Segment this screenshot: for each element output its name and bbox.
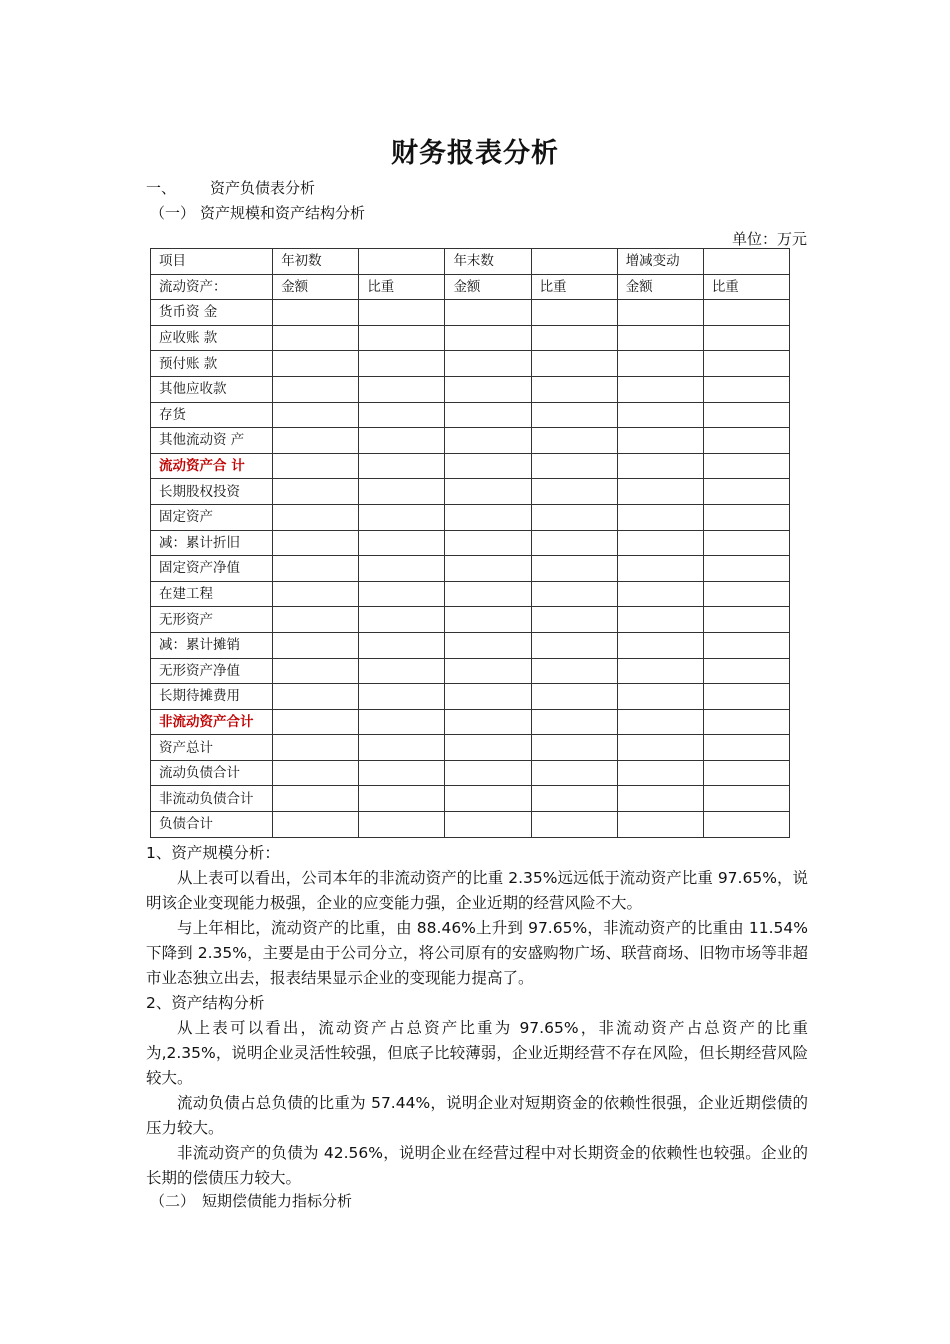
value-cell — [531, 325, 617, 351]
table-row — [151, 453, 790, 479]
row-label: 非流动资产合计 — [151, 709, 273, 735]
value-cell — [445, 300, 531, 326]
value-cell — [703, 530, 789, 556]
value-cell — [703, 351, 789, 377]
value-cell — [617, 376, 703, 402]
value-cell — [531, 453, 617, 479]
value-cell — [359, 786, 445, 812]
value-cell — [273, 504, 359, 530]
value-cell — [531, 581, 617, 607]
value-cell — [617, 556, 703, 582]
row-label: 存货 — [151, 402, 273, 428]
value-cell — [445, 351, 531, 377]
table-row — [151, 607, 790, 633]
subsection-title: 短期偿债能力指标分析 — [202, 1192, 353, 1210]
table-row — [151, 504, 790, 530]
value-cell — [445, 786, 531, 812]
subheader-cell: 比重 — [359, 274, 445, 300]
table-row — [151, 709, 790, 735]
value-cell — [359, 428, 445, 454]
table-row — [151, 684, 790, 710]
value-cell — [703, 607, 789, 633]
value-cell — [703, 632, 789, 658]
value-cell — [359, 684, 445, 710]
row-label: 固定资产 — [151, 504, 273, 530]
value-cell — [445, 607, 531, 633]
value-cell — [359, 632, 445, 658]
value-cell — [617, 453, 703, 479]
structure-paragraph-2: 流动负债占总负债的比重为 57.44%，说明企业对短期资金的依赖性很强，企业近期偿债的压力较大。 — [146, 1094, 808, 1137]
value-cell — [703, 760, 789, 786]
value-cell — [445, 709, 531, 735]
table-row — [151, 632, 790, 658]
value-cell — [531, 556, 617, 582]
value-cell — [703, 735, 789, 761]
row-label: 流动负债合计 — [151, 760, 273, 786]
value-cell — [617, 530, 703, 556]
row-label: 无形资产 — [151, 607, 273, 633]
value-cell — [617, 684, 703, 710]
value-cell — [703, 300, 789, 326]
value-cell — [445, 812, 531, 838]
value-cell — [445, 735, 531, 761]
unit-label: 单位：万元 — [731, 230, 807, 248]
value-cell — [531, 632, 617, 658]
table-row — [151, 376, 790, 402]
row-label: 流动资产合 计 — [151, 453, 273, 479]
value-cell — [703, 684, 789, 710]
value-cell — [359, 812, 445, 838]
subheader-cell: 金额 — [445, 274, 531, 300]
subsection-heading-2 — [150, 1190, 352, 1211]
row-label: 长期待摊费用 — [151, 684, 273, 710]
value-cell — [445, 581, 531, 607]
section-title: 资产负债表分析 — [210, 179, 316, 197]
value-cell — [445, 402, 531, 428]
value-cell — [531, 607, 617, 633]
value-cell — [445, 530, 531, 556]
value-cell — [359, 402, 445, 428]
value-cell — [273, 402, 359, 428]
table-row — [151, 479, 790, 505]
row-label: 其他流动资 产 — [151, 428, 273, 454]
value-cell — [273, 325, 359, 351]
structure-paragraph-3: 非流动资产的负债为 42.56%，说明企业在经营过程中对长期资金的依赖性也较强。企业的长期的偿债压力较大。 — [146, 1144, 808, 1187]
value-cell — [445, 453, 531, 479]
value-cell — [531, 684, 617, 710]
header-cell: 年末数 — [445, 249, 531, 275]
header-cell — [703, 249, 789, 275]
scale-paragraph-2: 与上年相比，流动资产的比重，由 88.46%上升到 97.65%，非流动资产的比重由 11.54%下降到 2.35%，主要是由于公司分立，将公司原有的安盛购物广场、联营商场、旧物市场等非超市业态独立出去，报表结果显示企业的变现能力提高了。 — [146, 919, 808, 987]
subsection-number: （一） — [150, 204, 196, 222]
value-cell — [359, 351, 445, 377]
header-cell — [531, 249, 617, 275]
row-label: 资产总计 — [151, 735, 273, 761]
value-cell — [273, 530, 359, 556]
value-cell — [273, 760, 359, 786]
value-cell — [273, 607, 359, 633]
subheader-cell: 比重 — [703, 274, 789, 300]
structure-paragraph-1: 从上表可以看出，流动资产占总资产比重为 97.65%，非流动资产占总资产的比重为,2.35%，说明企业灵活性较强，但底子比较薄弱，企业近期经营不存在风险，但长期经营风险较大。 — [146, 1019, 808, 1087]
value-cell — [359, 453, 445, 479]
value-cell — [531, 300, 617, 326]
value-cell — [617, 709, 703, 735]
value-cell — [273, 735, 359, 761]
value-cell — [531, 709, 617, 735]
value-cell — [617, 479, 703, 505]
value-cell — [273, 709, 359, 735]
value-cell — [273, 684, 359, 710]
header-cell: 项目 — [151, 249, 273, 275]
value-cell — [617, 300, 703, 326]
value-cell — [445, 376, 531, 402]
value-cell — [359, 735, 445, 761]
table-row — [151, 402, 790, 428]
header-cell: 年初数 — [273, 249, 359, 275]
value-cell — [445, 428, 531, 454]
value-cell — [617, 351, 703, 377]
value-cell — [445, 325, 531, 351]
value-cell — [703, 453, 789, 479]
table-row — [151, 658, 790, 684]
value-cell — [273, 556, 359, 582]
value-cell — [703, 556, 789, 582]
value-cell — [445, 632, 531, 658]
value-cell — [617, 428, 703, 454]
balance-sheet-table — [150, 248, 790, 838]
table-subheader-row — [151, 274, 790, 300]
value-cell — [359, 760, 445, 786]
value-cell — [531, 658, 617, 684]
value-cell — [273, 479, 359, 505]
value-cell — [359, 376, 445, 402]
row-label: 预付账 款 — [151, 351, 273, 377]
value-cell — [617, 607, 703, 633]
row-label: 无形资产净值 — [151, 658, 273, 684]
value-cell — [445, 479, 531, 505]
value-cell — [359, 581, 445, 607]
value-cell — [359, 530, 445, 556]
header-cell — [359, 249, 445, 275]
row-label: 在建工程 — [151, 581, 273, 607]
table-row — [151, 428, 790, 454]
value-cell — [531, 504, 617, 530]
row-label: 减：累计折旧 — [151, 530, 273, 556]
value-cell — [273, 581, 359, 607]
value-cell — [531, 351, 617, 377]
value-cell — [703, 402, 789, 428]
value-cell — [445, 556, 531, 582]
value-cell — [617, 402, 703, 428]
scale-analysis-heading: 1、资产规模分析： — [146, 844, 280, 862]
value-cell — [531, 530, 617, 556]
value-cell — [531, 735, 617, 761]
value-cell — [617, 786, 703, 812]
value-cell — [273, 632, 359, 658]
value-cell — [359, 709, 445, 735]
table-row — [151, 530, 790, 556]
row-label: 货币资 金 — [151, 300, 273, 326]
value-cell — [617, 658, 703, 684]
value-cell — [703, 504, 789, 530]
subsection-number: （二） — [150, 1192, 196, 1210]
value-cell — [617, 632, 703, 658]
value-cell — [703, 786, 789, 812]
value-cell — [531, 376, 617, 402]
table-row — [151, 760, 790, 786]
value-cell — [273, 812, 359, 838]
value-cell — [445, 658, 531, 684]
value-cell — [531, 402, 617, 428]
value-cell — [273, 453, 359, 479]
row-label: 负债合计 — [151, 812, 273, 838]
subheader-cell: 金额 — [617, 274, 703, 300]
value-cell — [273, 786, 359, 812]
value-cell — [703, 376, 789, 402]
value-cell — [617, 325, 703, 351]
value-cell — [617, 735, 703, 761]
section-heading-1 — [146, 177, 315, 198]
structure-analysis-heading: 2、资产结构分析 — [146, 994, 265, 1012]
value-cell — [531, 760, 617, 786]
row-label: 固定资产净值 — [151, 556, 273, 582]
value-cell — [359, 607, 445, 633]
table-row — [151, 556, 790, 582]
table-row — [151, 812, 790, 838]
row-label: 其他应收款 — [151, 376, 273, 402]
value-cell — [531, 479, 617, 505]
analysis-section — [146, 841, 808, 1191]
subsection-heading-1 — [150, 202, 365, 223]
value-cell — [531, 812, 617, 838]
table-row — [151, 735, 790, 761]
table-row — [151, 786, 790, 812]
value-cell — [703, 812, 789, 838]
value-cell — [273, 300, 359, 326]
value-cell — [273, 351, 359, 377]
value-cell — [531, 428, 617, 454]
value-cell — [703, 658, 789, 684]
value-cell — [703, 581, 789, 607]
value-cell — [359, 300, 445, 326]
header-cell: 增减变动 — [617, 249, 703, 275]
value-cell — [445, 504, 531, 530]
value-cell — [359, 504, 445, 530]
table-row — [151, 325, 790, 351]
value-cell — [273, 376, 359, 402]
page-title: 财务报表分析 — [391, 138, 559, 169]
table-header-row — [151, 249, 790, 275]
value-cell — [445, 684, 531, 710]
section-number: 一、 — [146, 179, 177, 197]
row-label: 长期股权投资 — [151, 479, 273, 505]
scale-paragraph-1: 从上表可以看出，公司本年的非流动资产的比重 2.35%远远低于流动资产比重 97.65%，说明该企业变现能力极强，企业的应变能力强，企业近期的经营风险不大。 — [146, 869, 808, 912]
value-cell — [703, 479, 789, 505]
table-row — [151, 300, 790, 326]
value-cell — [617, 760, 703, 786]
subheader-cell: 金额 — [273, 274, 359, 300]
value-cell — [703, 428, 789, 454]
value-cell — [703, 709, 789, 735]
value-cell — [359, 556, 445, 582]
value-cell — [617, 812, 703, 838]
value-cell — [359, 325, 445, 351]
table-row — [151, 581, 790, 607]
value-cell — [617, 581, 703, 607]
row-label: 非流动负债合计 — [151, 786, 273, 812]
value-cell — [273, 428, 359, 454]
value-cell — [359, 658, 445, 684]
value-cell — [273, 658, 359, 684]
value-cell — [531, 786, 617, 812]
value-cell — [445, 760, 531, 786]
subheader-cell: 流动资产： — [151, 274, 273, 300]
subsection-title: 资产规模和资产结构分析 — [200, 204, 366, 222]
value-cell — [703, 325, 789, 351]
row-label: 应收账 款 — [151, 325, 273, 351]
row-label: 减：累计摊销 — [151, 632, 273, 658]
table-row — [151, 351, 790, 377]
value-cell — [359, 479, 445, 505]
value-cell — [617, 504, 703, 530]
subheader-cell: 比重 — [531, 274, 617, 300]
